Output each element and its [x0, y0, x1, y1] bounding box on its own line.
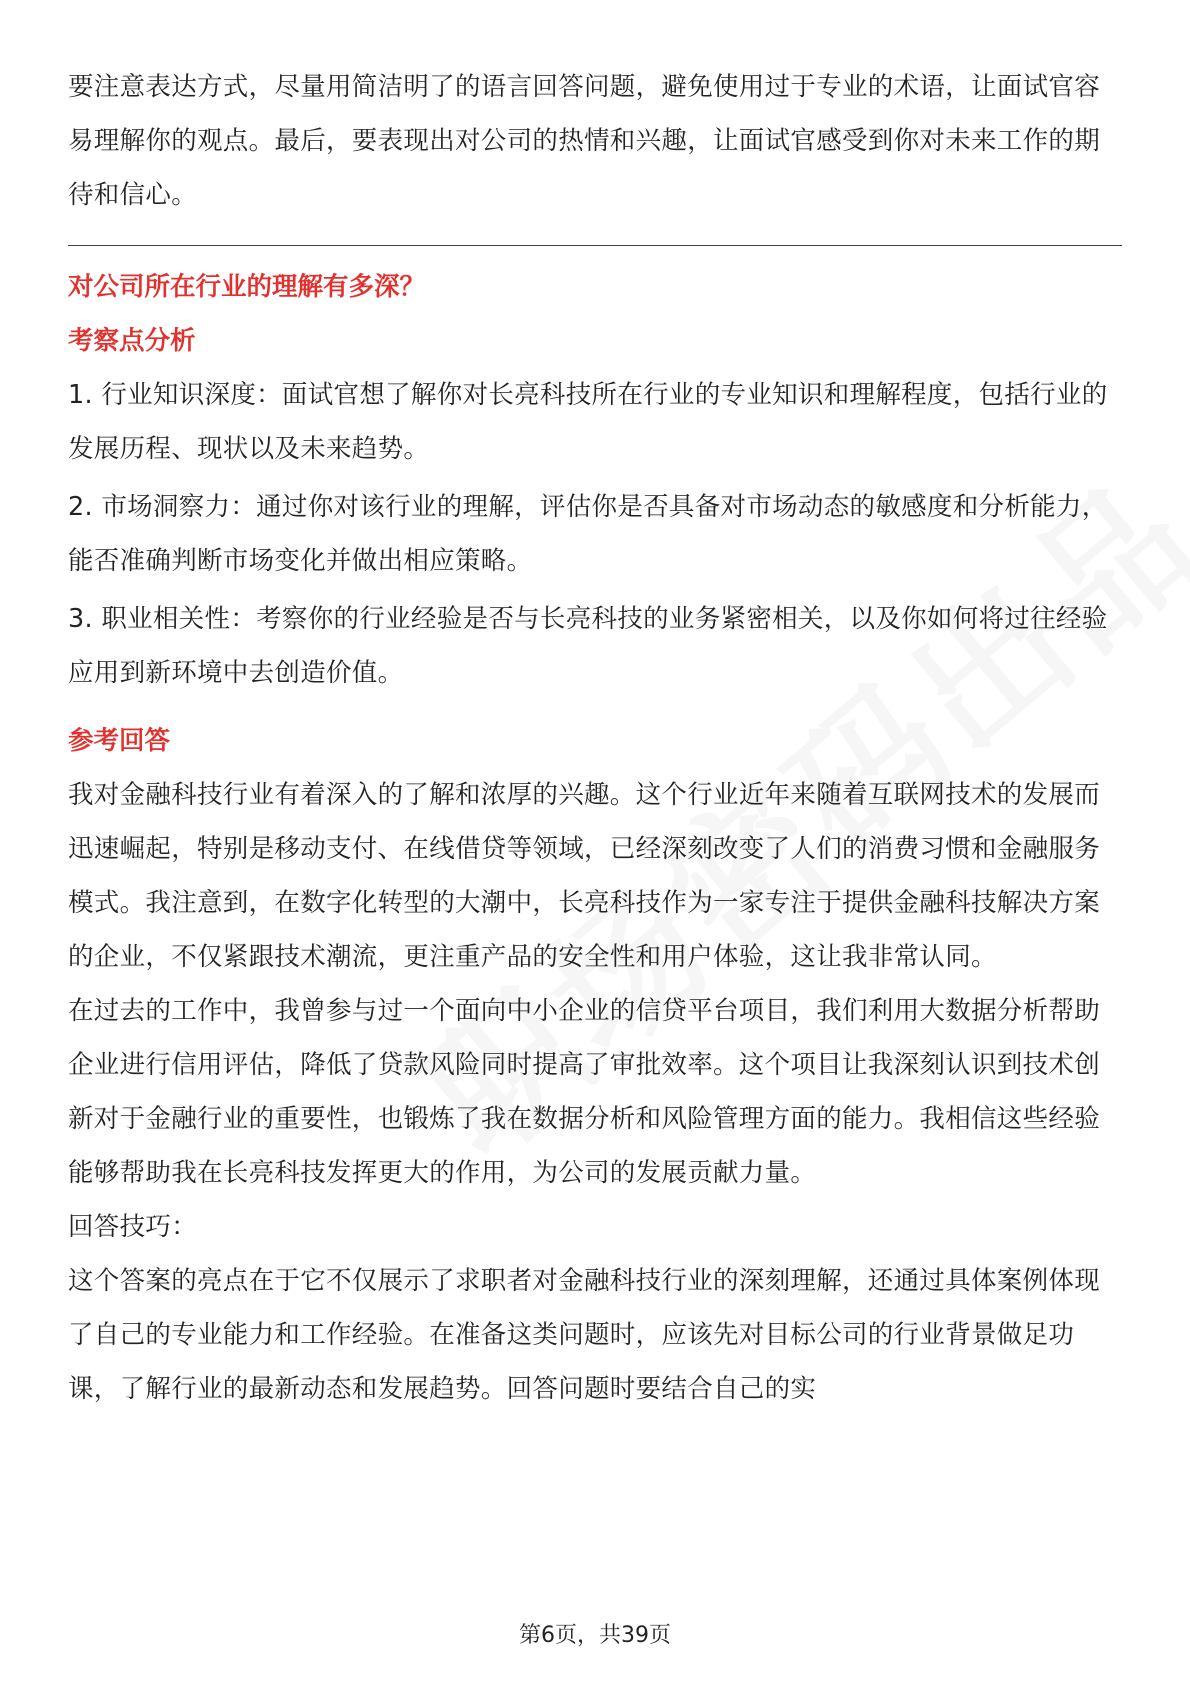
answer-title: 参考回答: [68, 726, 171, 756]
question-heading: 对公司所在行业的理解有多深？: [68, 272, 426, 302]
intro-paragraph: 要注意表达方式，尽量用简洁明了的语言回答问题，避免使用过于专业的术语，让面试官容易理解你的观点。最后，要表现出对公司的热情和兴趣，让面试官感受到你对未来工作的期待和信心。: [68, 72, 1101, 210]
tips-paragraph: 这个答案的亮点在于它不仅展示了求职者对金融科技行业的深刻理解，还通过具体案例体现了自己的专业能力和工作经验。在准备这类问题时，应该先对目标公司的行业背景做足功课，了解行业的最新动态和发展趋势。回答问题时要结合自己的实: [68, 1266, 1101, 1404]
document-page: [68, 60, 1122, 1416]
analysis-title: 考察点分析: [68, 326, 196, 356]
analysis-item: 3. 职业相关性：考察你的行业经验是否与长亮科技的业务紧密相关，以及你如何将过往经验应用到新环境中去创造价值。: [68, 604, 1108, 688]
section-divider: [68, 245, 1122, 246]
answer-paragraph: 我对金融科技行业有着深入的了解和浓厚的兴趣。这个行业近年来随着互联网技术的发展而迅速崛起，特别是移动支付、在线借贷等领域，已经深刻改变了人们的消费习惯和金融服务模式。我注意到，在数字化转型的大潮中，长亮科技作为一家专注于提供金融科技解决方案的企业，不仅紧跟技术潮流，更注重产品的安全性和用户体验，这让我非常认同。: [68, 780, 1101, 972]
answer-paragraph: 在过去的工作中，我曾参与过一个面向中小企业的信贷平台项目，我们利用大数据分析帮助企业进行信用评估，降低了贷款风险同时提高了审批效率。这个项目让我深刻认识到技术创新对于金融行业的重要性，也锻炼了我在数据分析和风险管理方面的能力。我相信这些经验能够帮助我在长亮科技发挥更大的作用，为公司的发展贡献力量。: [68, 996, 1101, 1188]
page-footer: 第6页，共39页: [519, 1623, 671, 1648]
tips-label: 回答技巧：: [68, 1212, 198, 1242]
analysis-item: 2. 市场洞察力：通过你对该行业的理解，评估你是否具备对市场动态的敏感度和分析能力，能否准确判断市场变化并做出相应策略。: [68, 492, 1108, 576]
analysis-item: 1. 行业知识深度：面试官想了解你对长亮科技所在行业的专业知识和理解程度，包括行业的发展历程、现状以及未来趋势。: [68, 380, 1108, 464]
